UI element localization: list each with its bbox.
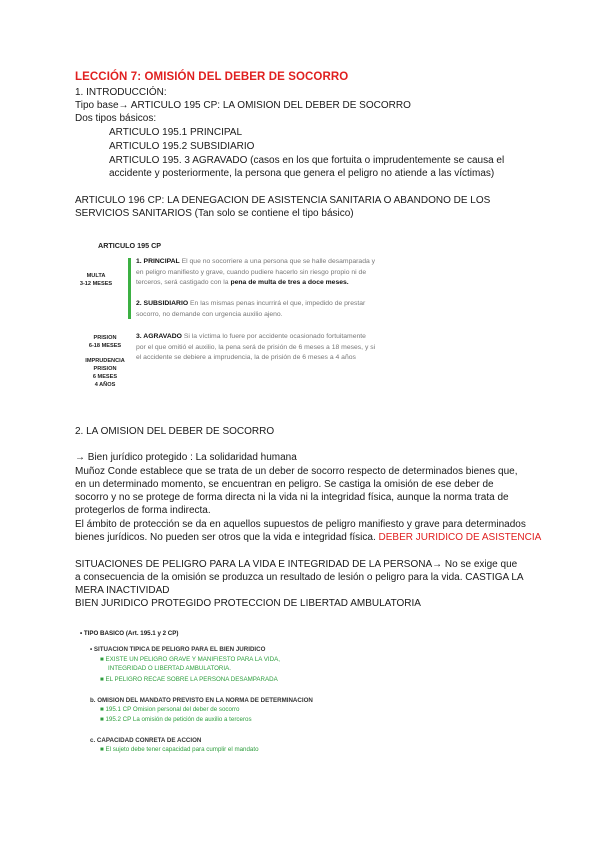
outline-a2: ■ EL PELIGRO RECAE SOBRE LA PERSONA DESAMPARADA (100, 676, 278, 683)
label-imprudencia-line-4: 4 AÑOS (94, 382, 116, 388)
ambito-line-2-text: bienes jurídicos. No pueden ser otros que la vida e integridad física. (75, 532, 379, 543)
munoz-para-line-3: socorro y no se protege de forma directa ni la vida ni la integridad física, aunque la norma trata de (75, 492, 509, 503)
outline-a1-text: EXISTE UN PELIGRO GRAVE Y MANIFIESTO PARA LA VIDA, (105, 656, 280, 663)
outline-b-heading: b. OMISION DEL MANDATO PREVISTO EN LA NORMA DE DETERMINACION (90, 697, 313, 704)
subsidiario-label: 2. SUBSIDIARIO (136, 300, 189, 307)
outline-c-heading: c. CAPACIDAD CONRETA DE ACCION (90, 737, 202, 744)
label-imprudencia-line-1: IMPRUDENCIA (85, 358, 125, 364)
label-imprudencia (78, 357, 132, 389)
figure-agravado-block (136, 332, 446, 364)
outline-a-heading: • SITUACION TIPICA DE PELIGRO PARA EL BIEN JURIDICO (90, 646, 266, 653)
label-prision (78, 334, 132, 350)
label-imprudencia-line-3: 6 MESES (92, 374, 118, 380)
outline-b1: ■ 195.1 CP Omision personal del deber de socorro (100, 706, 240, 713)
outline-a1: ■ EXISTE UN PELIGRO GRAVE Y MANIFIESTO PARA LA VIDA, (100, 656, 280, 663)
agravado-text-2: por el que omitió el auxilio, la pena será de prisión de 6 meses a 18 meses, y si (136, 343, 376, 351)
principal-text-1: El que no socorriere a una persona que se halle desamparada y (179, 258, 376, 265)
situaciones-line-2: a consecuencia de la omisión se produzca un resultado de lesión o peligro para la vida. CASTIGA LA (75, 572, 524, 583)
agravado-text-3: el accidente se debiere a imprudencia, la de prisión de 6 meses a 4 años (136, 354, 356, 361)
label-multa-line-2: 3-12 MESES (79, 281, 113, 287)
figure-title: ARTICULO 195 CP (98, 241, 162, 250)
principal-text-3: terceros, será castigado con la (136, 279, 231, 286)
outline-c1-text: El sujeto debe tener capacidad para cumplir el mandato (105, 746, 259, 753)
articulo-195-3-line-2: accidente y posteriormente, la persona que genera el peligro no atiende a las víctimas) (109, 168, 495, 179)
outline-tipo-basico-text: TIPO BASICO (Art. 195.1 y 2 CP) (83, 630, 179, 637)
bien-juridico-line: → Bien jurídico protegido : La solidaridad humana (75, 452, 297, 463)
ambito-line-2 (75, 531, 541, 544)
outline-b2: ■ 195.2 CP La omisión de petición de auxilio a terceros (100, 716, 252, 723)
articulo-196-line-1: ARTICULO 196 CP: LA DENEGACION DE ASISTENCIA SANITARIA O ABANDONO DE LOS (75, 195, 491, 206)
situaciones-line-1: SITUACIONES DE PELIGRO PARA LA VIDA E INTEGRIDAD DE LA PERSONA→ No se exige que (75, 559, 518, 570)
agravado-label: 3. AGRAVADO (136, 333, 182, 340)
subsidiario-text-1: En las mismas penas incurrirá el que, impedido de prestar (188, 300, 366, 307)
outline-tipo-basico: • TIPO BASICO (Art. 195.1 y 2 CP) (80, 630, 179, 637)
dos-tipos-line: Dos tipos básicos: (75, 113, 157, 124)
subsidiario-text-2: socorro, no demande con urgencia auxilio ajeno. (136, 310, 283, 318)
label-prision-line-1: PRISION (93, 335, 117, 341)
label-multa (76, 272, 116, 288)
articulo-196-line-2: SERVICIOS SANITARIOS (Tan solo se contiene el tipo básico) (75, 208, 354, 219)
situaciones-line-3: MERA INACTIVIDAD (75, 585, 170, 596)
articulo-195-1-line: ARTICULO 195.1 PRINCIPAL (109, 127, 243, 138)
munoz-para-line-1: Muñoz Conde establece que se trata de un deber de socorro respecto de determinados bienes que, (75, 466, 518, 477)
figure-principal-block (136, 257, 446, 289)
page-title: LECCIÓN 7: OMISIÓN DEL DEBER DE SOCORRO (75, 71, 349, 83)
bien-juridico-libertad-line: BIEN JURIDICO PROTEGIDO PROTECCION DE LIBERTAD AMBULATORIA (75, 598, 421, 609)
deber-juridico-highlight: DEBER JURIDICO DE ASISTENCIA (378, 532, 542, 543)
label-multa-line-1: MULTA (86, 273, 106, 279)
articulo-195-3-line-1: ARTICULO 195. 3 AGRAVADO (casos en los que fortuita o imprudentemente se causa el (109, 155, 505, 166)
section-1-heading: 1. INTRODUCCIÓN: (75, 87, 167, 98)
outline-a2-text: EL PELIGRO RECAE SOBRE LA PERSONA DESAMPARADA (105, 676, 278, 683)
munoz-para-line-4: protegerlos de forma indirecta. (75, 505, 211, 516)
outline-a-heading-text: SITUACION TIPICA DE PELIGRO PARA EL BIEN JURIDICO (93, 646, 266, 653)
section-2-heading: 2. LA OMISION DEL DEBER DE SOCORRO (75, 426, 275, 437)
outline-c1: ■ El sujeto debe tener capacidad para cumplir el mandato (100, 746, 259, 753)
label-prision-line-2: 6-18 MESES (88, 343, 122, 349)
outline-b2-text: 195.2 CP La omisión de petición de auxilio a terceros (105, 716, 252, 723)
label-imprudencia-line-2: PRISION (93, 366, 117, 372)
outline-a1b: INTEGRIDAD O LIBERTAD AMBULATORIA. (108, 665, 231, 672)
tipo-base-line: Tipo base→ ARTICULO 195 CP: LA OMISION DEL DEBER DE SOCORRO (75, 100, 411, 111)
ambito-line-1: El ámbito de protección se da en aquellos supuestos de peligro manifiesto y grave para determinados (75, 519, 526, 530)
articulo-195-2-line: ARTICULO 195.2 SUBSIDIARIO (109, 141, 255, 152)
principal-pena: pena de multa de tres a doce meses. (230, 279, 349, 286)
green-accent-bar (128, 258, 131, 319)
figure-subsidiario-block (136, 299, 446, 320)
principal-label: 1. PRINCIPAL (136, 258, 180, 265)
outline-b1-text: 195.1 CP Omision personal del deber de socorro (105, 706, 240, 713)
munoz-para-line-2: en un determinado momento, se encuentran en peligro. Se castiga la omisión de ese deber de (75, 479, 494, 490)
principal-text-2: en peligro manifiesto y grave, cuando pudiere hacerlo sin riesgo propio ni de (136, 268, 367, 276)
agravado-text-1: Si la víctima lo fuere por accidente ocasionado fortuitamente (181, 333, 366, 340)
